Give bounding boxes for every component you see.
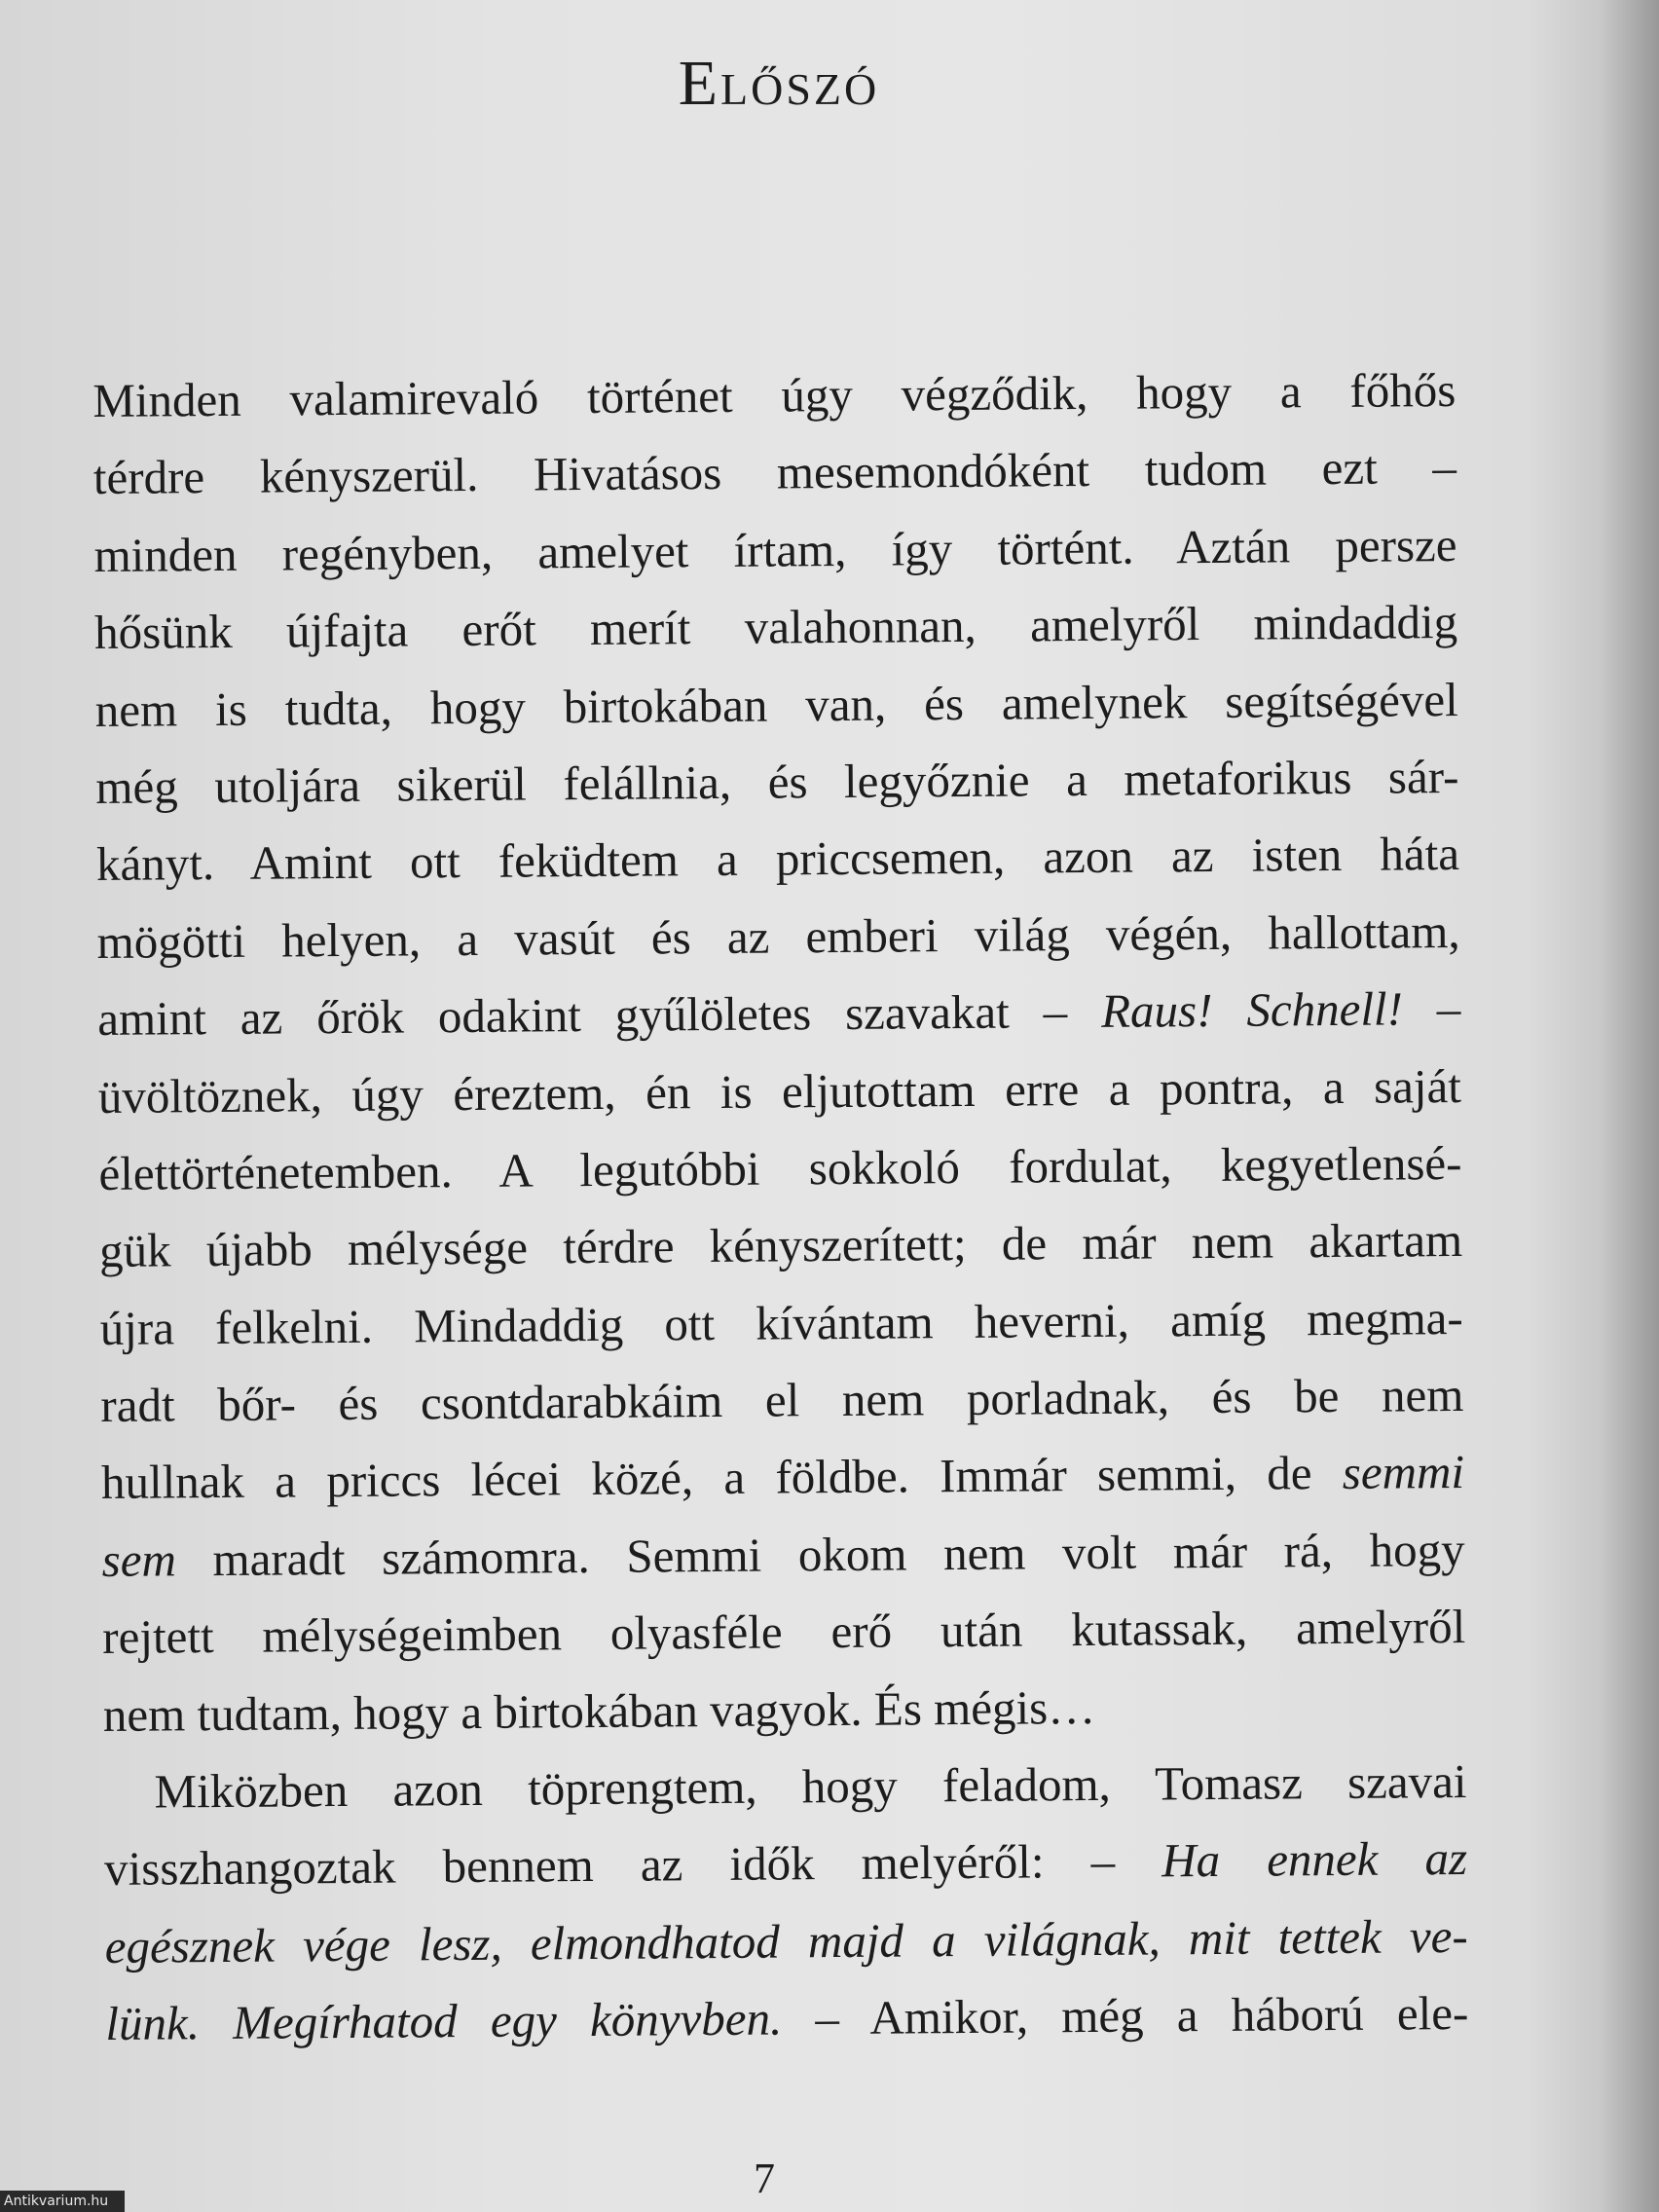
paragraph-1-line: mögötti helyen, a vasút és az emberi világ végén, hallottam, — [96, 903, 1460, 969]
paragraph-1-line: sem maradt számomra. Semmi okom nem volt már rá, hogy — [101, 1522, 1465, 1587]
emphasis: egésznek vége lesz, elmondhatod majd a világnak, mit tettek ve- — [104, 1908, 1468, 1973]
paragraph-1-line: radt bőr- és csontdarabkáim el nem porladnak, és be nem — [100, 1368, 1464, 1433]
paragraph-1-line: még utoljára sikerül felállnia, és legyőznie a metaforikus sár- — [95, 749, 1459, 814]
body-text — [92, 351, 1469, 2063]
paragraph-1-line: térdre kényszerül. Hivatásos mesemondóként tudom ezt – — [92, 440, 1457, 505]
emphasis: semmi — [1342, 1445, 1465, 1500]
paragraph-1-line: nem is tudta, hogy birtokában van, és amelynek segítségével — [94, 672, 1458, 737]
paragraph-2-line: lünk. Megírhatod egy könyvben. – Amikor, még a háború ele- — [105, 1986, 1469, 2051]
paragraph-1-line: újra felkelni. Mindaddig ott kívántam heverni, amíg megma- — [99, 1290, 1463, 1355]
paragraph-1-line: kányt. Amint ott feküdtem a priccsemen, azon az isten háta — [95, 827, 1460, 892]
paragraph-1-line: gük újabb mélysége térdre kényszerített; de már nem akartam — [98, 1213, 1463, 1278]
paragraph-2-line: visszhangoztak bennem az idők melyéről: – Ha ennek az — [103, 1831, 1468, 1897]
chapter-title: Előszó — [678, 48, 880, 119]
paragraph-2-line — [104, 1898, 1468, 1985]
page-number: 7 — [754, 2155, 775, 2202]
paragraph-1-line: hullnak a priccs lécei közé, a földbe. Immár semmi, de semmi — [100, 1445, 1465, 1510]
watermark-logo: Antikvarium.hu — [0, 2191, 125, 2212]
paragraph-2-line: Miközben azon töprengtem, hogy feladom, Tomasz szavai — [154, 1753, 1467, 1819]
emphasis: lünk. Megírhatod egy könyvben. — [105, 1991, 783, 2051]
paragraph-1-line: minden regényben, amelyet írtam, így történt. Aztán persze — [93, 517, 1457, 582]
paragraph-1-line: amint az őrök odakint gyűlöletes szavakat – Raus! Schnell! – — [97, 981, 1461, 1047]
paragraph-1-line: Minden valamirevaló történet úgy végződik, hogy a főhős — [92, 363, 1456, 427]
emphasis: sem — [101, 1532, 177, 1587]
emphasis: Ha ennek az — [1161, 1831, 1468, 1888]
page-gutter-shadow — [1601, 0, 1659, 2212]
paragraph-1-line: nem tudtam, hogy a birtokában vagyok. És mégis… — [102, 1679, 1096, 1742]
emphasis: Raus! Schnell! — [1100, 981, 1404, 1039]
paragraph-1-line: üvöltöznek, úgy éreztem, én is eljutottam erre a pontra, a saját — [97, 1058, 1462, 1124]
paragraph-1-line: rejtett mélységeimben olyasféle erő után kutassak, amelyről — [102, 1600, 1466, 1665]
paragraph-1-line: élettörténetemben. A legutóbbi sokkoló fordulat, kegyetlensé- — [98, 1135, 1462, 1200]
paragraph-1-line: hősünk újfajta erőt merít valahonnan, amelyről mindaddig — [93, 595, 1458, 660]
